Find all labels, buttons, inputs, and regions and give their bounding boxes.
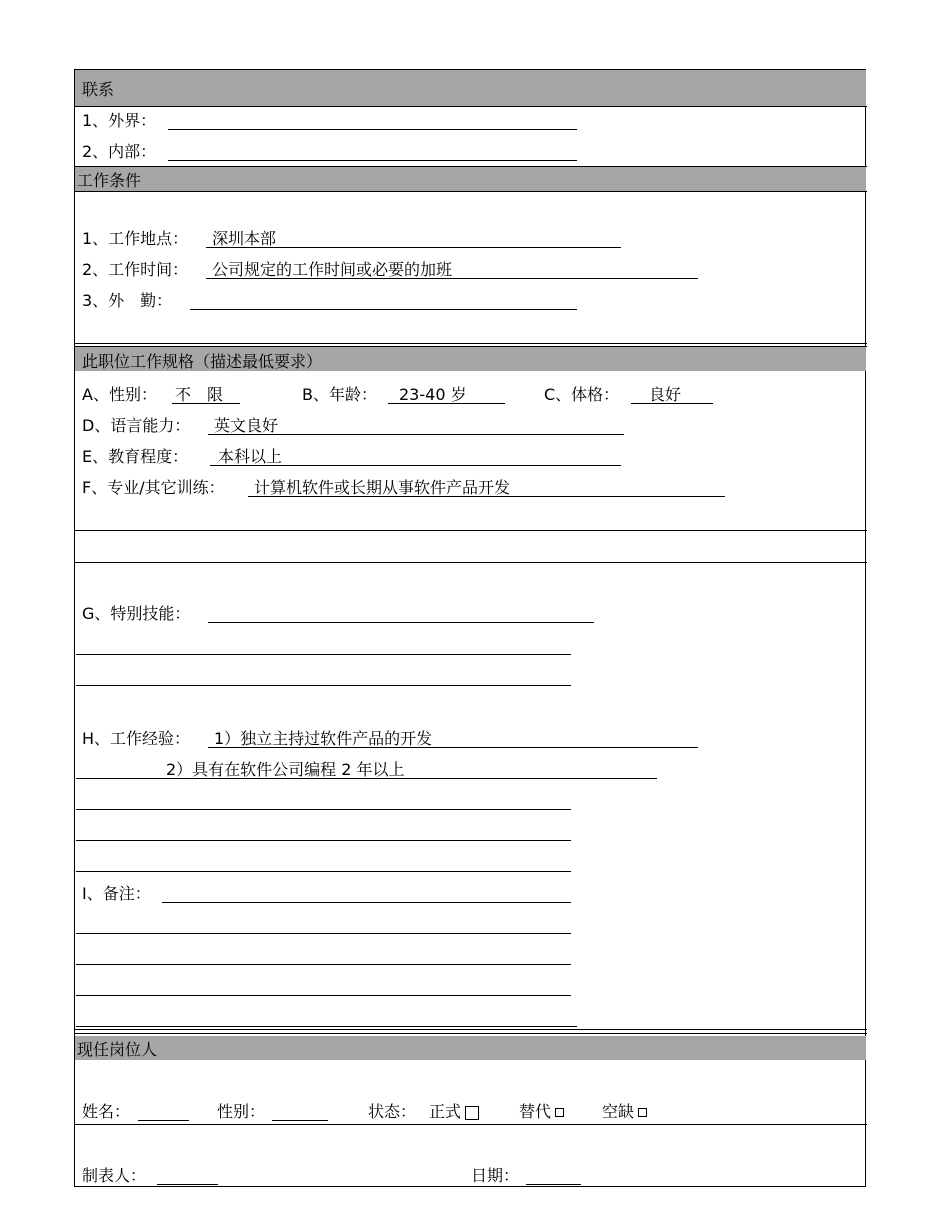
divider xyxy=(74,343,867,344)
divider xyxy=(74,1124,867,1125)
status-substitute-checkbox[interactable] xyxy=(555,1108,564,1117)
experience-line[interactable] xyxy=(76,871,571,872)
work-location-label: 1、工作地点： xyxy=(82,229,189,248)
incumbent-status-label: 状态： xyxy=(368,1102,417,1121)
language-field[interactable] xyxy=(208,434,624,435)
experience-line[interactable] xyxy=(76,809,571,810)
skills-label: G、特别技能： xyxy=(82,604,191,623)
experience-item-2: 2）具有在软件公司编程 2 年以上 xyxy=(166,760,405,779)
status-substitute-label: 替代 xyxy=(519,1102,552,1121)
status-formal-checkbox[interactable] xyxy=(465,1106,479,1120)
form-frame xyxy=(74,69,866,1187)
date-field[interactable] xyxy=(526,1184,581,1185)
field-work-field[interactable] xyxy=(190,309,577,310)
incumbent-gender-label: 性别： xyxy=(217,1102,266,1121)
skills-line[interactable] xyxy=(76,685,571,686)
gender-field[interactable] xyxy=(172,403,240,404)
status-substitute-option[interactable] xyxy=(519,1102,564,1122)
divider xyxy=(74,530,867,531)
language-value: 英文良好 xyxy=(214,416,279,435)
physique-label: C、体格： xyxy=(544,385,620,404)
work-time-label: 2、工作时间： xyxy=(82,260,189,279)
work-location-field[interactable] xyxy=(206,247,621,248)
incumbent-header-title: 现任岗位人 xyxy=(77,1040,158,1059)
training-field[interactable] xyxy=(248,496,725,497)
preparer-field[interactable] xyxy=(157,1184,218,1185)
experience-line[interactable] xyxy=(76,840,571,841)
experience-label: H、工作经验： xyxy=(82,729,191,748)
divider xyxy=(74,562,867,563)
work-time-value: 公司规定的工作时间或必要的加班 xyxy=(212,260,453,279)
training-value: 计算机软件或长期从事软件产品开发 xyxy=(254,478,511,497)
status-vacant-option[interactable] xyxy=(602,1102,647,1122)
age-field[interactable] xyxy=(388,403,505,404)
incumbent-header xyxy=(75,1036,866,1060)
physique-value: 良好 xyxy=(649,385,682,404)
incumbent-name-field[interactable] xyxy=(138,1120,189,1121)
notes-line[interactable] xyxy=(76,964,571,965)
education-field[interactable] xyxy=(210,465,621,466)
status-formal-label: 正式 xyxy=(429,1102,462,1121)
divider xyxy=(74,191,867,192)
status-vacant-checkbox[interactable] xyxy=(638,1108,647,1117)
age-value: 23-40 岁 xyxy=(399,385,467,404)
age-label: B、年龄： xyxy=(302,385,377,404)
incumbent-name-label: 姓名： xyxy=(82,1102,131,1121)
notes-line[interactable] xyxy=(76,933,571,934)
education-label: E、教育程度： xyxy=(82,447,189,466)
experience-item-1: 1）独立主持过软件产品的开发 xyxy=(214,729,433,748)
divider xyxy=(74,106,867,107)
skills-line[interactable] xyxy=(76,654,571,655)
experience-field-2[interactable] xyxy=(76,778,657,779)
notes-label: I、备注： xyxy=(82,884,151,903)
conditions-header-title: 工作条件 xyxy=(77,171,142,190)
training-label: F、专业/其它训练： xyxy=(82,478,225,497)
notes-line[interactable] xyxy=(76,1026,577,1027)
work-location-value: 深圳本部 xyxy=(212,229,277,248)
experience-field-1[interactable] xyxy=(208,747,698,748)
language-label: D、语言能力： xyxy=(82,416,191,435)
internal-contact-label: 2、内部： xyxy=(82,142,157,161)
external-contact-field[interactable] xyxy=(168,129,577,130)
notes-line[interactable] xyxy=(76,995,571,996)
notes-field[interactable] xyxy=(162,902,571,903)
external-contact-label: 1、外界： xyxy=(82,111,157,130)
date-label: 日期： xyxy=(471,1166,520,1185)
gender-label: A、性别： xyxy=(82,385,157,404)
education-value: 本科以上 xyxy=(218,447,283,466)
contact-header-title: 联系 xyxy=(82,80,115,99)
gender-value: 不 限 xyxy=(175,385,224,404)
internal-contact-field[interactable] xyxy=(168,160,577,161)
specs-header-title: 此职位工作规格（描述最低要求） xyxy=(82,352,323,371)
field-work-label: 3、外 勤： xyxy=(82,291,173,310)
status-formal-option[interactable] xyxy=(429,1102,479,1122)
physique-field[interactable] xyxy=(631,403,713,404)
divider xyxy=(74,346,867,347)
status-vacant-label: 空缺 xyxy=(602,1102,635,1121)
divider xyxy=(74,1033,867,1034)
divider xyxy=(74,1029,867,1030)
conditions-header xyxy=(75,167,866,191)
contact-header xyxy=(75,70,866,106)
work-time-field[interactable] xyxy=(206,278,698,279)
incumbent-gender-field[interactable] xyxy=(272,1120,328,1121)
skills-field[interactable] xyxy=(208,622,594,623)
preparer-label: 制表人： xyxy=(82,1166,147,1185)
